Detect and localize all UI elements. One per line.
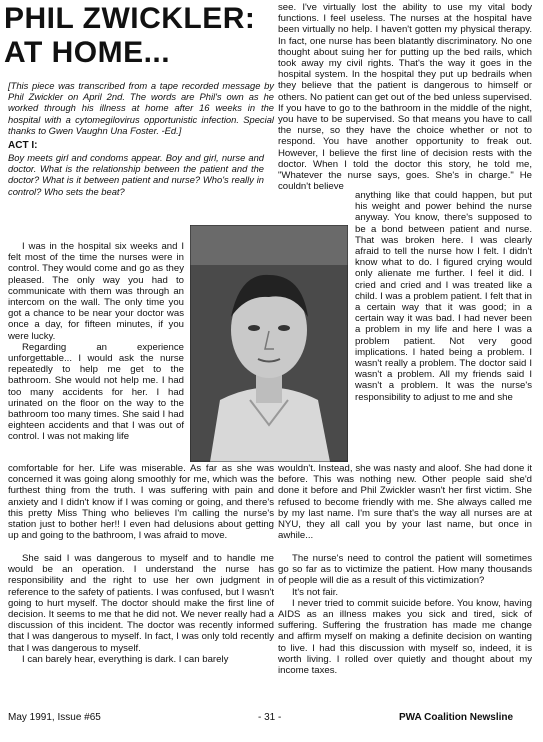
paragraph: see. I've virtually lost the ability to use my vital body functions. I feel useless. The nurses at the hospital have been virtually no help. I haven't gotten my physical therapy. In fact, one nurse has been blatantly discriminatory. No one thought about suing her for putting up the bed rails, which took away my civil rights. That's the way it goes in the hospital system. In the hospital they put up bedrails when they believe that the patient is dangerous to himself or others. No patient can get out of the bed unless supervised. If you have to go to the bathroom in the middle of the night, you have to be supervised. So that means you have to call the nurse, so they have the choice whether or not to respond. You have another opportunity to freak out. However, I believe the first line of decision rests with the doctor. When I told the doctor this story, he told me, "Whatever the nurse says, goes. She's in charge." He couldn't believe xyxy=(278,2,532,193)
paragraph: anything like that could happen, but put his weight and power behind the nurse anyway. You know, there's supposed to be a bond between patient and nurse. That was broken here. I was clearly afraid to tell the nurse how I felt. I didn't know what to do. I figured crying would only alienate me further. I feel it did. I cried and cried and I was treated like a child. I was a problem patient. I felt that in a certain way that it was good; in a certain way it was bad. I had never been a problem in my life and here I was a problem patient. Not very good implications. I hated being a problem. I wasn't really a problem. The doctor said I wasn't a problem. All my friends said I wasn't a problem. It was the nurse's responsibility to adjust to me and she xyxy=(355,190,532,403)
wide-left-top xyxy=(8,463,274,541)
title-line-2: AT HOME... xyxy=(4,36,171,69)
lower-right-column xyxy=(278,553,532,676)
act-heading: ACT I: xyxy=(8,140,38,151)
paragraph: Regarding an experience unforgettable... I would ask the nurse repeatedly to help me get to the bathroom. She would not help me. I had too many accidents for her. I had urinated on the floor on the way to the bathroom too many times. She said I had eighteen accidents and that I was out of control. I was not making life xyxy=(8,341,184,443)
paragraph: I never tried to commit suicide before. You know, having AIDS as an illness makes you sick and tired, sick of suffering. Suffering the frustration has made me change and affirm myself on making a definite decision on wanting to live. I had this discussion with myself so, indeed, it is worth living. I rolled over quietly and thought about my income taxes. xyxy=(278,597,532,677)
footer-issue: May 1991, Issue #65 xyxy=(8,712,101,723)
wide-right-top xyxy=(278,463,532,541)
paragraph: wouldn't. Instead, she was nasty and aloof. She had done it before. This was nothing new. Other people said she'd done it before and Phil Zwickler wasn't her first victim. She refused to become friendly with me. She always called me by my last name. I'm sure that's the way all nurses are at NYU, they all call you by your last name, but once in awhile... xyxy=(278,463,532,542)
paragraph: The nurse's need to control the patient will sometimes go so far as to victimize the patient. How many thousands of people will die as a result of this victimization? xyxy=(278,553,532,587)
act-setting: Boy meets girl and condoms appear. Boy and girl, nurse and doctor. What is the relationship between the patient and the doctor? What is it between patient and nurse? Who's really in control? Who sets the beat? xyxy=(8,152,264,197)
footer-page-number: - 31 - xyxy=(258,712,282,723)
paragraph: She said I was dangerous to myself and to handle me would be an operation. I understand the nurse has responsibility and the right to use her own judgment in reference to the safety of patients. I was confused, but I wasn't going to hurt myself. The doctor should make the first line of decision. It seems to me that he did not. We never really had a discussion of this incident. The doctor was recently informed that I was dangerous to myself. In fact, I was only told recently that I was dangerous to myself. xyxy=(8,553,274,654)
editor-note: [This piece was transcribed from a tape recorded message by Phil Zwickler on April 2nd. The words are Phil's own as he worked through his illness at home after 16 weeks in the hospital with a cytomegilovirus opportunistic infection. Special thanks to Gwen Vaughn Una Foster. -Ed.] xyxy=(8,80,274,136)
right-column-top xyxy=(278,2,532,192)
lower-left-column xyxy=(8,553,274,665)
right-narrow-column xyxy=(355,190,532,403)
paragraph: comfortable for her. Life was miserable. As far as she was concerned it was going along smoothly for me, which was the furthest thing from the truth. I was suffering with pain and anxiety and I didn't know if I was coming or going, and there's this pretty Miss Thing who believes I'm calling the nurse's station just to bother her!! I even had delusions about getting up and going to the bathroom, I was afraid to move. xyxy=(8,463,274,542)
footer-publication: PWA Coalition Newsline xyxy=(399,712,514,723)
portrait-photo xyxy=(190,225,348,462)
portrait-image xyxy=(190,225,348,462)
paragraph: I was in the hospital six weeks and I felt most of the time the nurses were in control. They would come and go as they pleased. The only way you had to communicate with them was through an intercom on the wall. The only time you got a chance to be near your doctor was once a day, for fifteen minutes, if you were lucky. xyxy=(8,241,184,342)
paragraph: It's not fair. xyxy=(292,586,339,598)
paragraph: I can barely hear, everything is dark. I can barely xyxy=(22,653,229,665)
title-line-1: PHIL ZWICKLER: xyxy=(4,2,256,35)
left-narrow-column xyxy=(8,241,184,443)
article-title xyxy=(4,2,276,70)
